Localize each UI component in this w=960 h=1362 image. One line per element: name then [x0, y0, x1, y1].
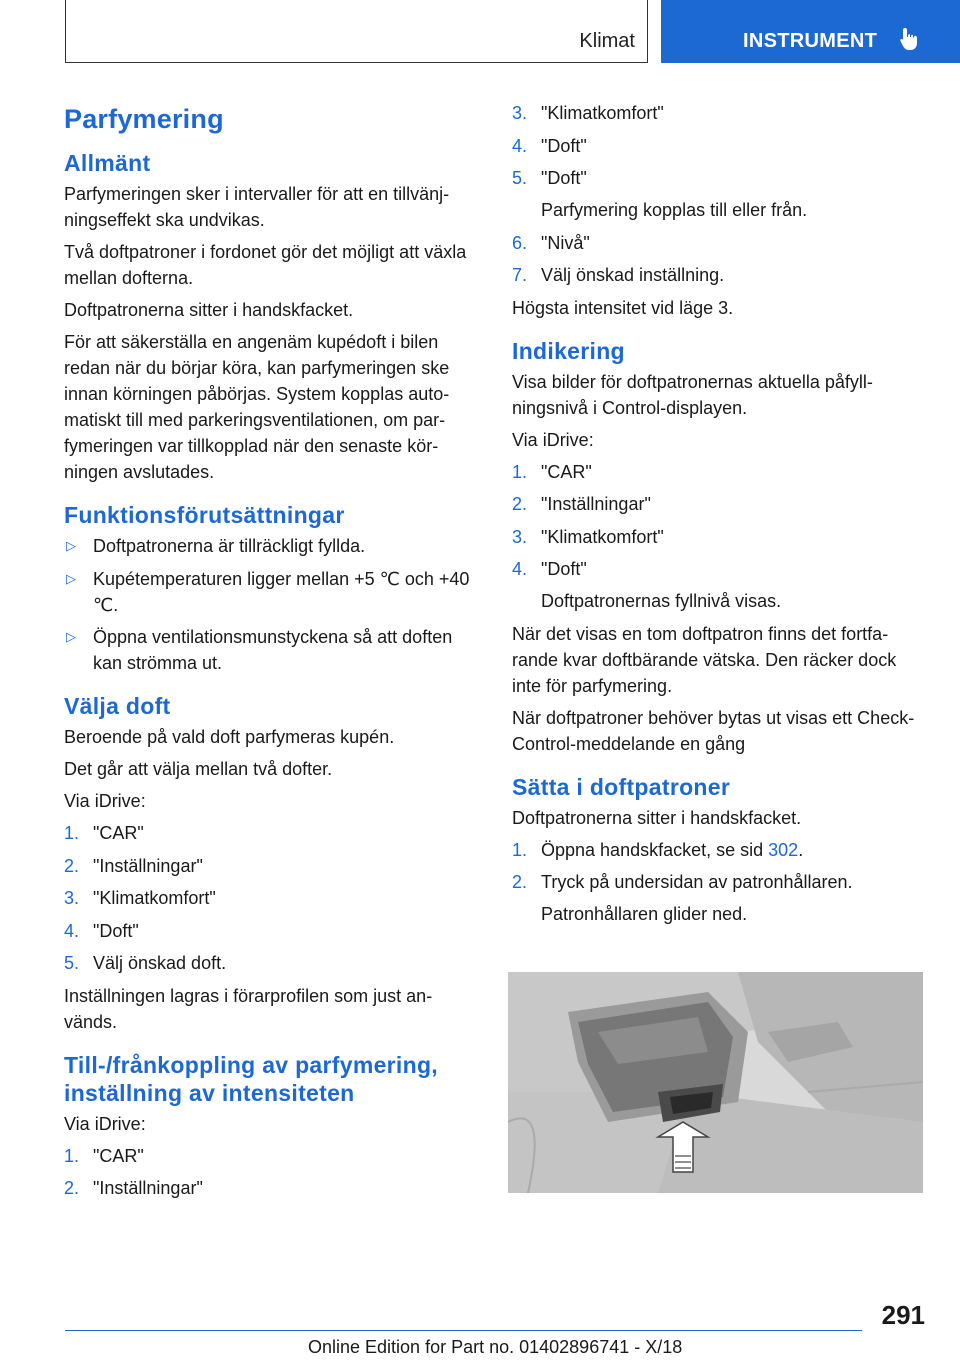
list-item: 5. "Doft" Parfymering kopplas till eller från. [512, 168, 808, 220]
page-link-302[interactable]: 302 [768, 839, 799, 860]
paragraph: Via iDrive: [64, 791, 146, 811]
right-column [512, 100, 927, 934]
list-item: 4. "Doft" Doftpatronernas fyllnivå visas. [512, 559, 782, 611]
requirements-list [64, 533, 479, 676]
heading-indikering: Indikering [512, 337, 625, 364]
list-item: ▷ Doftpatronerna är tillräckligt fyllda. [64, 533, 479, 559]
paragraph: När doftpatroner behöver bytas ut visas ett Check-Control-meddelande en gång [512, 707, 915, 754]
header-section-tab[interactable] [661, 0, 960, 63]
steps-list [512, 837, 927, 928]
list-item: 2. Tryck på undersidan av patronhållaren. Patronhållaren glider ned. [512, 872, 853, 924]
paragraph: Två doftpatroner i fordonet gör det möjligt att växla mellan dofterna. [64, 242, 467, 288]
list-item: 1. "CAR" [64, 1145, 144, 1166]
glovebox-cartridge-photo [508, 972, 923, 1193]
list-item: 5. Välj önskad doft. [64, 953, 227, 973]
page-number: 291 [881, 1300, 925, 1330]
list-item: 6. "Nivå" [512, 232, 590, 253]
list-item: ▷ Öppna ventilationsmunstyckena så att doften kan strömma ut. [64, 624, 479, 676]
list-item: ▷ Kupétemperaturen ligger mellan +5 ℃ och +40 ℃. [64, 566, 479, 618]
paragraph: Beroende på vald doft parfymeras kupén. [64, 727, 395, 747]
heading-valja-doft: Välja doft [64, 693, 171, 719]
steps-list [512, 459, 927, 615]
paragraph: Visa bilder för doftpatronernas aktuella påfyll-ningsnivå i Control-displayen. [512, 371, 873, 418]
paragraph: Via iDrive: [64, 1113, 146, 1134]
heading-allmant: Allmänt [64, 150, 151, 176]
header-section-label: INSTRUMENT [743, 30, 878, 52]
list-item: 2. "Inställningar" [64, 855, 203, 876]
paragraph: Högsta intensitet vid läge 3. [512, 297, 734, 318]
glovebox-illustration [508, 972, 923, 1193]
page-title: Parfymering [64, 104, 224, 134]
paragraph: Det går att välja mellan två dofter. [64, 759, 333, 779]
paragraph: Doftpatronerna sitter i handskfacket. [64, 300, 354, 320]
list-item: 3. "Klimatkomfort" [64, 888, 216, 908]
paragraph: Via iDrive: [512, 429, 594, 450]
footer-edition-text: Online Edition for Part no. 01402896741 - X/18 [308, 1337, 683, 1357]
header-chapter: Klimat [579, 30, 635, 52]
list-item: 7. Välj önskad inställning. [512, 265, 725, 285]
list-item: 1. Öppna handskfacket, se sid 302. [512, 839, 804, 860]
pointing-hand-icon [897, 26, 923, 52]
heading-till-fran: Till-/frånkoppling av parfymering, inställning av intensiteten [64, 1051, 438, 1106]
steps-list [64, 1143, 479, 1202]
paragraph: Inställningen lagras i förarprofilen som just an-vänds. [64, 985, 433, 1032]
heading-funktion: Funktionsförutsättningar [64, 502, 345, 528]
list-item: 4. "Doft" [64, 920, 139, 941]
paragraph: När det visas en tom doftpatron finns det fortfa-rande kvar doftbärande vätska. Den räcker dock inte för parfymering. [512, 623, 897, 696]
list-item: 2. "Inställningar" [64, 1178, 203, 1198]
list-item: 3. "Klimatkomfort" [512, 526, 664, 547]
list-item: 3. "Klimatkomfort" [512, 103, 664, 123]
bullet-triangle-icon: ▷ [66, 629, 76, 644]
bullet-triangle-icon: ▷ [66, 570, 76, 586]
steps-list [64, 820, 479, 976]
paragraph: För att säkerställa en angenäm kupédoft i bilen redan när du börjar köra, kan parfymeringen ske innan körningen påbörjas. System kopplas auto-matiskt till med parkeringsventilationen, om par-fymeringen var tillkopplad när den senaste kör-ningen avslutades. [64, 332, 450, 482]
list-item: 2. "Inställningar" [512, 494, 651, 514]
footer-divider [65, 1330, 862, 1331]
heading-satta-i: Sätta i doftpatroner [512, 773, 731, 800]
list-item: 4. "Doft" [512, 135, 587, 156]
left-column [64, 100, 479, 1208]
bullet-triangle-icon: ▷ [66, 538, 76, 553]
paragraph: Doftpatronerna sitter i handskfacket. [512, 807, 802, 828]
list-item: 1. "CAR" [512, 461, 592, 482]
list-item: 1. "CAR" [64, 823, 144, 843]
paragraph: Parfymeringen sker i intervaller för att en tillvänj-ningseffekt ska undvikas. [64, 184, 450, 230]
steps-list [512, 100, 927, 288]
header-chapter-box [65, 0, 648, 63]
